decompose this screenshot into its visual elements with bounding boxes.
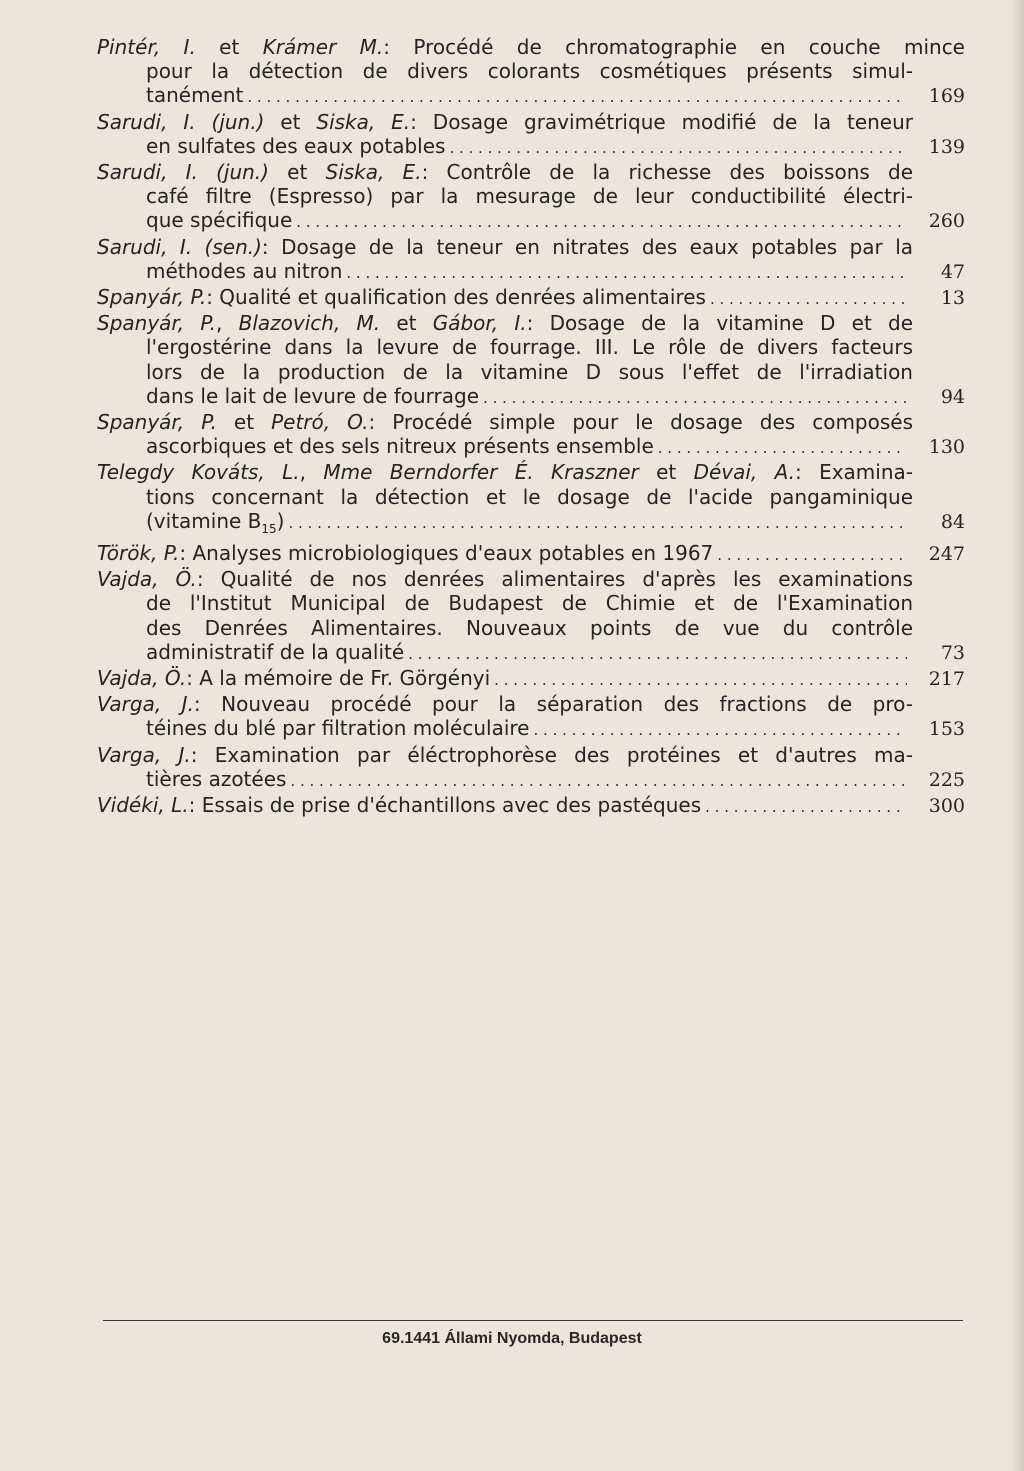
entry-title: tières azotées: [146, 766, 287, 791]
entry-author: Blazovich, M.: [238, 311, 381, 336]
toc-entry: [97, 541, 965, 567]
entry-title: : Contrôle de la richesse des boissons de: [421, 160, 914, 185]
entry-title: : Procédé de chromatographie en couche mince: [383, 35, 965, 59]
toc-entry: [97, 567, 965, 666]
entry-line: [97, 616, 913, 640]
entry-author: Sarudi, I. (sen.): [97, 234, 262, 259]
printer-imprint: 69.1441 Állami Nyomda, Budapest: [382, 1330, 642, 1347]
leader-dots: [483, 386, 907, 410]
toc-entry: [97, 235, 965, 285]
entry-line: [97, 410, 913, 434]
leader-dots: [658, 436, 907, 460]
entry-text: et: [638, 460, 694, 485]
toc-entry: [97, 35, 965, 110]
entry-author: Siska, E.: [325, 160, 422, 185]
entry-title: téines du blé par filtration moléculaire: [146, 716, 530, 741]
leader-dots: [290, 769, 907, 793]
table-of-contents: [97, 35, 965, 819]
entry-title: dans le lait de levure de fourrage: [146, 383, 480, 408]
toc-entry: [97, 311, 965, 410]
footer-rule: [103, 1320, 963, 1321]
entry-author: Pintér, I.: [97, 35, 196, 59]
page-number: 13: [940, 287, 965, 310]
entry-title: ascorbiques et des sels nitreux présents ensemble: [146, 434, 654, 459]
page-number: 47: [940, 260, 965, 283]
leader-dots: [449, 136, 907, 160]
toc-entry: [97, 285, 965, 311]
entry-line: [97, 384, 965, 410]
entry-title-part: (vitamine B: [146, 508, 262, 533]
entry-line: [97, 666, 965, 692]
page-number: 217: [928, 668, 965, 691]
entry-line: [97, 134, 965, 160]
entry-author: Spanyár, P.: [97, 410, 217, 435]
page-edge-shadow: [1010, 0, 1024, 1471]
page-number: 225: [928, 768, 965, 791]
leader-dots: [717, 543, 907, 567]
entry-title: pour la détection de divers colorants cosmétiques présents simul-: [146, 59, 913, 84]
subscript: 15: [261, 521, 277, 536]
entry-title: : Dosage de la vitamine D et de: [526, 311, 914, 336]
entry-title: café filtre (Espresso) par la mesurage de leur conductibilité électri-: [146, 184, 913, 209]
entry-line: [97, 335, 913, 359]
entry-author: Mme Berndorfer É.: [323, 460, 534, 485]
entry-title: : Dosage de la teneur en nitrates des eaux potables par la: [261, 234, 914, 259]
entry-text: et: [264, 109, 317, 134]
entry-author: Sarudi, I. (jun.): [97, 160, 269, 185]
toc-entry: [97, 410, 965, 460]
entry-line: [97, 509, 965, 541]
entry-title: que spécifique: [146, 208, 293, 233]
entry-title: : Essais de prise d'échantillons avec des pastéques: [188, 793, 702, 818]
entry-line: [97, 743, 913, 767]
entry-line: [97, 184, 913, 208]
entry-author: Kraszner: [551, 460, 639, 485]
entry-title: : Qualité de nos denrées alimentaires d'après les examinations: [196, 567, 914, 592]
toc-entry: [97, 460, 965, 541]
entry-title: : Examina-: [795, 460, 913, 485]
entry-title: lors de la production de la vitamine D sous l'effet de l'irradiation: [146, 359, 913, 384]
entry-line: [97, 591, 913, 615]
leader-dots: [534, 718, 908, 742]
page-number: 260: [928, 210, 965, 233]
entry-title: : Analyses microbiologiques d'eaux potables en 1967: [179, 541, 714, 566]
entry-author: Török, P.: [97, 541, 180, 566]
entry-text: ,: [216, 311, 239, 336]
entry-text: et: [216, 410, 272, 435]
page-number: 169: [928, 85, 965, 108]
entry-title: administratif de la qualité: [146, 639, 405, 664]
page-number: 139: [928, 135, 965, 158]
entry-line: [97, 640, 965, 666]
entry-line: [97, 285, 965, 311]
toc-entry: [97, 666, 965, 692]
entry-line: [97, 567, 913, 591]
entry-author: Dévai, A.: [693, 460, 796, 485]
toc-entry: [97, 793, 965, 819]
toc-entry: [97, 692, 965, 742]
entry-author: Vajda, Ö.: [97, 567, 197, 592]
page-number: 73: [940, 641, 965, 664]
entry-text: [534, 460, 551, 484]
entry-title: : Nouveau procédé pour la séparation des fractions de pro-: [193, 692, 913, 717]
toc-entry: [97, 743, 965, 793]
entry-author: Sarudi, I. (jun.): [97, 109, 265, 134]
entry-text: ,: [299, 460, 324, 485]
entry-line: [97, 434, 965, 460]
entry-title: des Denrées Alimentaires. Nouveaux points de vue du contrôle: [146, 615, 913, 640]
entry-title: de l'Institut Municipal de Budapest de Chimie et de l'Examination: [146, 591, 913, 616]
leader-dots: [288, 511, 907, 535]
leader-dots: [408, 642, 907, 666]
leader-dots: [710, 287, 907, 311]
entry-line: [97, 160, 913, 184]
entry-title: : Examination par éléctrophorèse des protéines et d'autres ma-: [190, 742, 913, 767]
leader-dots: [494, 668, 907, 692]
entry-title: tanément: [146, 83, 244, 108]
entry-title: : Dosage gravimétrique modifié de la teneur: [410, 109, 914, 134]
entry-line: [97, 83, 965, 109]
page-number: 84: [940, 510, 965, 533]
entry-author: Krámer M.: [262, 35, 384, 59]
entry-author: Gábor, I.: [432, 311, 527, 336]
page-number: 94: [940, 385, 965, 408]
entry-line: [97, 35, 965, 59]
entry-line: [97, 793, 965, 819]
entry-title-part: ): [276, 508, 285, 533]
entry-line: [97, 360, 913, 384]
page-number: 300: [928, 795, 965, 818]
entry-author: Vidéki, L.: [97, 793, 189, 818]
entry-title: en sulfates des eaux potables: [146, 133, 446, 158]
page-number: 130: [928, 436, 965, 459]
entry-line: [97, 259, 965, 285]
entry-line: [97, 692, 913, 716]
leader-dots: [705, 795, 907, 819]
entry-author: Telegdy Kováts, L.: [97, 460, 300, 485]
entry-text: et: [268, 160, 326, 185]
entry-line: [97, 235, 913, 259]
entry-title: [146, 509, 284, 541]
entry-line: [97, 767, 965, 793]
entry-author: Petró, O.: [271, 410, 369, 435]
page-number: 247: [928, 543, 965, 566]
page-number: 153: [928, 718, 965, 741]
entry-title: : Qualité et qualification des denrées alimentaires: [206, 285, 706, 310]
leader-dots: [296, 210, 907, 234]
entry-line: [97, 541, 965, 567]
entry-text: et: [380, 311, 433, 336]
entry-line: [97, 485, 913, 509]
entry-title: : Procédé simple pour le dosage des composés: [368, 410, 914, 435]
entry-title: l'ergostérine dans la levure de fourrage. III. Le rôle de divers facteurs: [146, 335, 913, 360]
entry-line: [97, 208, 965, 234]
entry-text: et: [195, 35, 263, 59]
entry-author: Siska, E.: [316, 109, 411, 134]
entry-author: Vajda, Ö.: [97, 666, 187, 691]
toc-entry: [97, 110, 965, 160]
entry-line: [97, 110, 913, 134]
entry-author: Spanyár, P.: [97, 285, 207, 310]
entry-author: Varga, J.: [97, 742, 191, 767]
entry-line: [97, 311, 913, 335]
entry-author: Varga, J.: [97, 692, 194, 717]
leader-dots: [247, 85, 907, 109]
leader-dots: [346, 261, 907, 285]
toc-entry: [97, 160, 965, 235]
entry-title: : A la mémoire de Fr. Görgényi: [186, 666, 491, 691]
entry-title: méthodes au nitron: [146, 258, 343, 283]
entry-title: tions concernant la détection et le dosage de l'acide pangaminique: [146, 484, 913, 509]
entry-line: [97, 59, 913, 83]
entry-line: [97, 716, 965, 742]
entry-line: [97, 460, 913, 484]
entry-author: Spanyár, P.: [97, 311, 217, 336]
